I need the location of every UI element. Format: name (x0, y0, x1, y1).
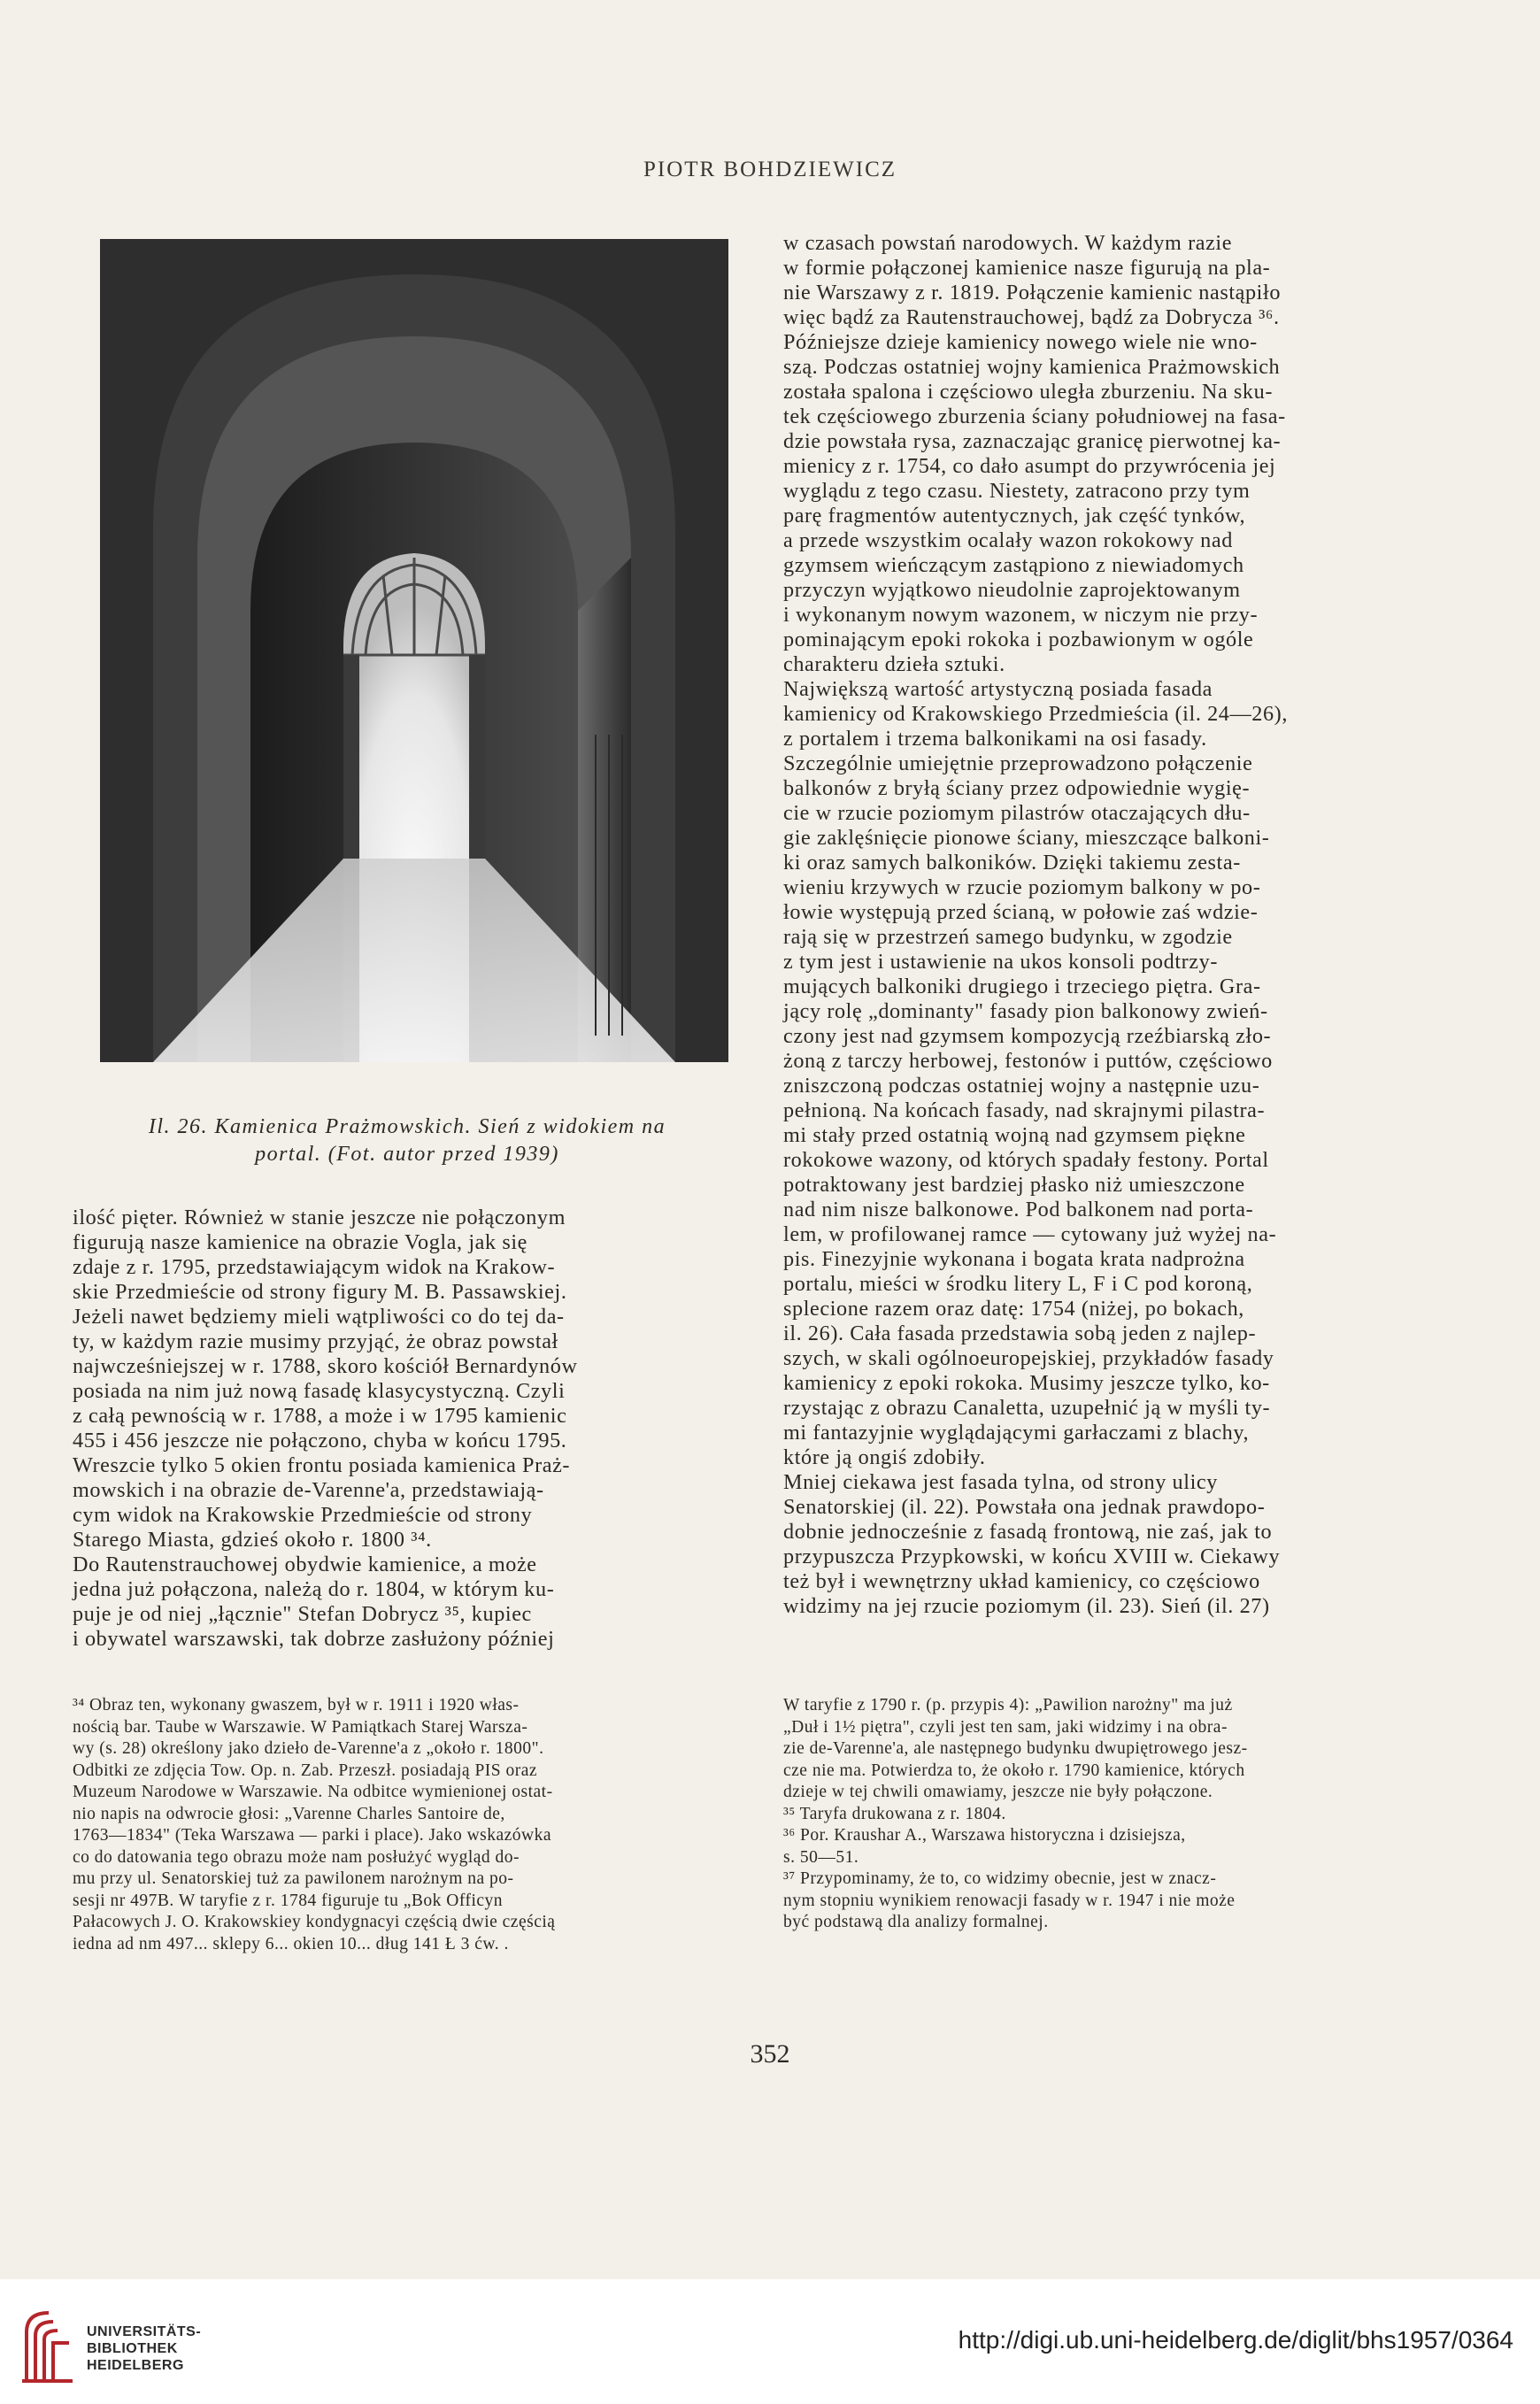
text-line: przyczyn wyjątkowo nieudolnie zaprojektowanym (783, 578, 1241, 602)
text-line: w czasach powstań narodowych. W każdym razie (783, 231, 1233, 255)
text-line: z portalem i trzema balkonikami na osi fasady. (783, 727, 1207, 751)
footnote-line: mu przy ul. Senatorskiej tuż za pawilonem narożnym na po- (73, 1869, 514, 1888)
text-line: przypuszcza Przypkowski, w końcu XVIII w. Ciekawy (783, 1545, 1281, 1568)
text-line: łowie występują przed ścianą, w połowie zaś wdzie- (783, 900, 1259, 924)
text-line: Mniej ciekawa jest fasada tylna, od strony ulicy (783, 1470, 1218, 1494)
library-name-line: UNIVERSITÄTS- (87, 2324, 202, 2339)
text-line: i obywatel warszawski, tak dobrze zasłużony później (73, 1627, 555, 1651)
caption-line: Il. 26. Kamienica Prażmowskich. Sień z widokiem na (148, 1115, 666, 1138)
text-line: czony jest nad gzymsem kompozycją rzeźbiarską zło- (783, 1024, 1272, 1048)
text-line: więc bądź za Rautenstrauchowej, bądź za Dobrycza ³⁶. (783, 305, 1280, 329)
text-line: lem, w profilowanej ramce — cytowany już wyżej na- (783, 1222, 1277, 1246)
footnote-line: Pałacowych J. O. Krakowskiey kondygnacyi częścią dwie częścią (73, 1913, 556, 1931)
footnotes-left (73, 1695, 754, 1955)
text-line: szych, w skali ogólnoeuropejskiej, przykładów fasady (783, 1346, 1274, 1370)
text-line: puje je od niej „łącznie" Stefan Dobrycz ³⁵, kupiec (73, 1602, 532, 1626)
footnote-line: cze nie ma. Potwierdza to, że około r. 1790 kamienice, których (783, 1761, 1245, 1780)
text-line: ki oraz samych balkoników. Dzięki takiemu zesta- (783, 851, 1241, 875)
text-line: mowskich i na obrazie de-Varenne'a, przedstawiają- (73, 1478, 544, 1502)
text-line: w formie połączonej kamienice nasze figurują na pla- (783, 256, 1271, 280)
text-line: pominającym epoki rokoka i pozbawionym w ogóle (783, 628, 1254, 651)
library-name-line: BIBLIOTHEK (87, 2341, 178, 2356)
text-line: Wreszcie tylko 5 okien frontu posiada kamienica Praż- (73, 1453, 571, 1477)
footnote-line: co do datowania tego obrazu może nam posłużyć wygląd do- (73, 1847, 520, 1867)
text-line: rzystając z obrazu Canaletta, uzupełnić ją w myśli ty- (783, 1396, 1271, 1420)
text-line: Szczególnie umiejętnie przeprowadzono połączenie (783, 751, 1253, 775)
text-line: nad nim nisze balkonowe. Pod balkonem nad porta- (783, 1198, 1254, 1221)
footnote-line: ³⁶ Por. Kraushar A., Warszawa historyczna i dzisiejsza, (783, 1826, 1186, 1845)
text-line: Jeżeli nawet będziemy mieli wątpliwości co do tej da- (73, 1305, 565, 1329)
text-line: mi fantazyjnie wyglądającymi garłaczami z blachy, (783, 1421, 1250, 1445)
footnote-line: Muzeum Narodowe w Warszawie. Na odbitce wymienionej ostat- (73, 1783, 553, 1801)
text-line: kamienicy od Krakowskiego Przedmieścia (il. 24—26), (783, 702, 1288, 726)
library-logo-icon (18, 2306, 80, 2385)
text-line: z całą pewnością w r. 1788, a może i w 1795 kamienic (73, 1404, 567, 1428)
text-line: balkonów z bryłą ściany przez odpowiednie wygię- (783, 776, 1251, 800)
text-line: pełnioną. Na końcach fasady, nad skrajnymi pilastra- (783, 1098, 1266, 1122)
page-number: 352 (750, 2039, 790, 2069)
text-line: gzymsem wieńczącym zastąpiono z niewiadomych (783, 553, 1244, 577)
figure-caption (62, 1113, 752, 1168)
text-line: zdaje z r. 1795, przedstawiającym widok na Krakow- (73, 1255, 556, 1279)
text-line: Największą wartość artystyczną posiada fasada (783, 677, 1213, 701)
text-line: cym widok na Krakowskie Przedmieście od strony (73, 1503, 533, 1527)
footnote-line: 1763—1834" (Teka Warszawa — parki i place). Jako wskazówka (73, 1826, 552, 1845)
running-head: PIOTR BOHDZIEWICZ (643, 158, 897, 181)
text-line: wyglądu z tego czasu. Niestety, zatracono przy tym (783, 479, 1251, 503)
text-line: tek częściowego zburzenia ściany południowej na fasa- (783, 405, 1286, 428)
text-line: cie w rzucie poziomym pilastrów otaczających dłu- (783, 801, 1251, 825)
text-line: też był i wewnętrzny układ kamienicy, co częściowo (783, 1569, 1260, 1593)
text-line: il. 26). Cała fasada przedstawia sobą jeden z najlep- (783, 1321, 1257, 1345)
caption-line: portal. (Fot. autor przed 1939) (255, 1143, 559, 1166)
left-column-text (73, 1206, 754, 1652)
text-line: gie zaklęśnięcie pionowe ściany, mieszczące balkoni- (783, 826, 1270, 850)
text-line: dobnie jednocześnie z fasadą frontową, nie zaś, jak to (783, 1520, 1273, 1544)
text-line: rokokowe wazony, od których spadały festony. Portal (783, 1148, 1269, 1172)
text-line: jedna już połączona, należą do r. 1804, w którym ku- (73, 1577, 555, 1601)
text-line: Senatorskiej (il. 22). Powstała ona jednak prawdopo- (783, 1495, 1266, 1519)
text-line: splecione razem oraz datę: 1754 (niżej, po bokach, (783, 1297, 1244, 1321)
text-line: 455 i 456 jeszcze nie połączono, chyba w końcu 1795. (73, 1429, 567, 1452)
text-line: Starego Miasta, gdzieś około r. 1800 ³⁴. (73, 1528, 432, 1552)
footnote-line: nym stopniu wynikiem renowacji fasady w r. 1947 i nie może (783, 1891, 1236, 1910)
text-line: mi stały przed ostatnią wojną nad gzymsem piękne (783, 1123, 1246, 1147)
text-line: nie Warszawy z r. 1819. Połączenie kamienic nastąpiło (783, 281, 1282, 304)
photograph-hallway-portal (100, 239, 728, 1062)
footnote-line: „Duł i 1½ piętra", czyli jest ten sam, jaki widzimy i na obra- (783, 1717, 1228, 1737)
text-line: parę fragmentów autentycznych, jak część tynków, (783, 504, 1246, 528)
footnote-line: s. 50—51. (783, 1847, 859, 1867)
footnote-line: nością bar. Taube w Warszawie. W Pamiątkach Starej Warsza- (73, 1717, 528, 1737)
text-line: rają się w przestrzeń samego budynku, w zgodzie (783, 925, 1233, 949)
text-line: została spalona i częściowo uległa zburzeniu. Na sku- (783, 380, 1273, 404)
footnote-line: sesji nr 497B. W taryfie z r. 1784 figuruje tu „Bok Officyn (73, 1891, 504, 1910)
library-name (87, 2323, 201, 2374)
text-line: a przede wszystkim ocalały wazon rokokowy nad (783, 528, 1233, 552)
footnote-line: ³⁴ Obraz ten, wykonany gwaszem, był w r. 1911 i 1920 włas- (73, 1696, 520, 1714)
text-line: mujących balkoniki drugiego i trzeciego piętra. Gra- (783, 975, 1261, 998)
text-line: charakteru dzieła sztuki. (783, 652, 1005, 676)
hallway-photo-image (100, 239, 728, 1062)
footnote-line: zie de-Varenne'a, ale następnego budynku dwupiętrowego jesz- (783, 1739, 1248, 1758)
footnote-line: iedna ad nm 497... sklepy 6... okien 10... dług 141 Ł 3 ćw. . (73, 1934, 509, 1953)
text-line: portalu, mieści w środku litery L, F i C pod koroną, (783, 1272, 1253, 1296)
text-line: potraktowany jest bardziej płasko niż umieszczone (783, 1173, 1245, 1197)
text-line: mienicy z r. 1754, co dało asumpt do przywrócenia jej (783, 454, 1276, 478)
text-line: ilość pięter. Również w stanie jeszcze nie połączonym (73, 1206, 566, 1229)
text-line: ty, w każdym razie musimy przyjąć, że obraz powstał (73, 1329, 558, 1353)
footnote-line: być podstawą dla analizy formalnej. (783, 1913, 1049, 1931)
text-line: wieniu krzywych w rzucie poziomym balkony w po- (783, 875, 1261, 899)
text-line: kamienicy z epoki rokoka. Musimy jeszcze tylko, ko- (783, 1371, 1270, 1395)
footnote-line: dzieje w tej chwili omawiamy, jeszcze nie były połączone. (783, 1783, 1213, 1801)
text-line: Do Rautenstrauchowej obydwie kamienice, a może (73, 1553, 537, 1576)
text-line: żoną z tarczy herbowej, festonów i puttów, częściowo (783, 1049, 1273, 1073)
footnote-line: nio napis na odwrocie głosi: „Varenne Charles Santoire de, (73, 1804, 505, 1823)
right-column-text (783, 231, 1458, 1619)
library-name-line: HEIDELBERG (87, 2358, 184, 2373)
footnote-line: Odbitki ze zdjęcia Tow. Op. n. Zab. Przeszł. posiadają PIS oraz (73, 1761, 538, 1780)
text-line: jący rolę „dominanty" fasady pion balkonowy zwień- (783, 999, 1268, 1023)
text-line: figurują nasze kamienice na obrazie Vogla, jak się (73, 1230, 528, 1254)
text-line: i wykonanym nowym wazonem, w niczym nie przy- (783, 603, 1259, 627)
text-line: z tym jest i ustawienie na ukos konsoli podtrzy- (783, 950, 1218, 974)
text-line: dzie powstała rysa, zaznaczając granicę pierwotnej ka- (783, 429, 1282, 453)
footnotes-right (783, 1695, 1458, 1934)
text-line: posiada na nim już nową fasadę klasycystyczną. Czyli (73, 1379, 566, 1403)
footnote-line: W taryfie z 1790 r. (p. przypis 4): „Pawilion narożny" ma już (783, 1696, 1233, 1714)
text-line: które ją ongiś zdobiły. (783, 1445, 986, 1469)
footnote-line: wy (s. 28) określony jako dzieło de-Varenne'a z „około r. 1800". (73, 1739, 544, 1758)
source-url-link[interactable]: http://digi.ub.uni-heidelberg.de/diglit/bhs1957/0364 (958, 2326, 1513, 2354)
text-line: pis. Finezyjnie wykonana i bogata krata nadprożna (783, 1247, 1245, 1271)
text-line: skie Przedmieście od strony figury M. B. Passawskiej. (73, 1280, 567, 1304)
text-line: szą. Podczas ostatniej wojny kamienica Prażmowskich (783, 355, 1281, 379)
text-line: widzimy na jej rzucie poziomym (il. 23). Sień (il. 27) (783, 1594, 1270, 1618)
text-line: Późniejsze dzieje kamienicy nowego wiele nie wno- (783, 330, 1258, 354)
footnote-line: ³⁷ Przypominamy, że to, co widzimy obecnie, jest w znacz- (783, 1869, 1217, 1888)
footnote-line: ³⁵ Taryfa drukowana z r. 1804. (783, 1804, 1006, 1823)
text-line: zniszczoną podczas ostatniej wojny a następnie uzu- (783, 1074, 1260, 1098)
text-line: najwcześniejszej w r. 1788, skoro kościół Bernardynów (73, 1354, 578, 1378)
